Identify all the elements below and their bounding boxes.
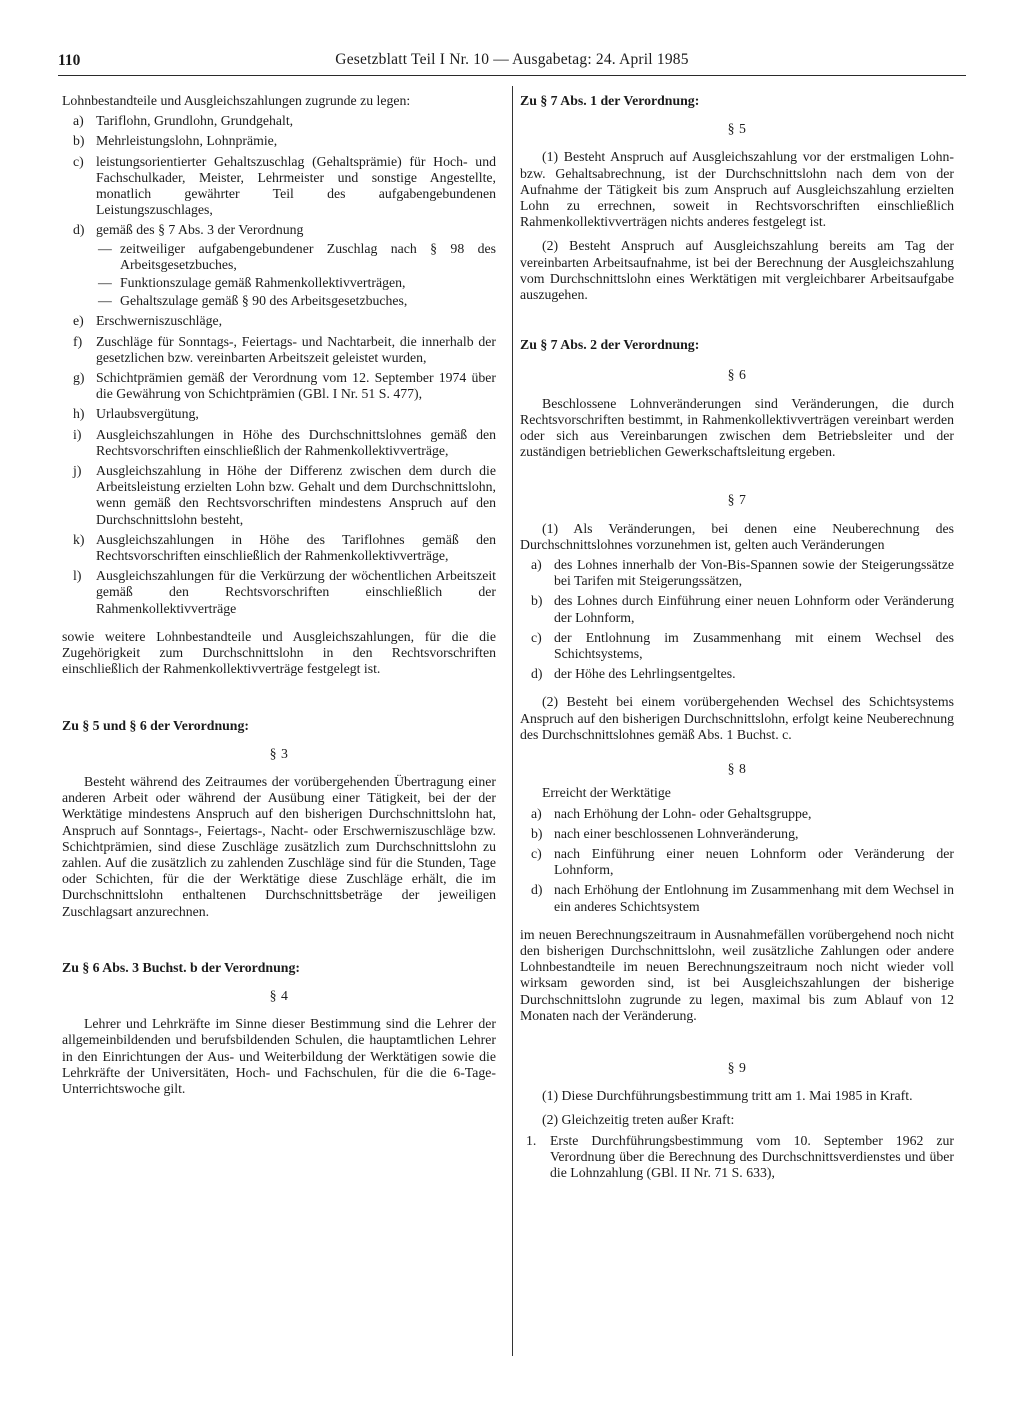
item-text: der Höhe des Lehrlingsentgeltes.	[554, 666, 736, 682]
paragraph-sign: § 5	[727, 121, 747, 137]
section-heading: Zu § 7 Abs. 1 der Verordnung:	[520, 93, 700, 108]
paragraph-text: Beschlossene Lohnveränderungen sind Veränderungen, die durch Rechtsvorschriften bestimmt, in Rahmenkollektivverträgen vereinbart werden oder sich aus Vereinbarungen zwischen dem Betriebsleiter und der zuständigen betrieblichen Gewerkschaftsleitung ergeben.	[520, 395, 954, 460]
item-text: Erschwerniszuschläge,	[96, 313, 223, 329]
item-text: nach Erhöhung der Entlohnung im Zusammenhang mit dem Wechsel in ein anderes Schichtsystem	[554, 882, 954, 914]
paragraph-text: (2) Besteht bei einem vorübergehenden Wechsel des Schichtsystems Anspruch auf den bisherigen Durchschnittslohn, erfolgt keine Neuberechnung des Durchschnittslohnes gemäß Abs. 1 Buchst. c.	[520, 694, 954, 742]
paragraph-sign: § 6	[727, 367, 747, 383]
list-item	[62, 370, 496, 402]
list-item	[520, 557, 954, 589]
item-label: d)	[531, 666, 543, 682]
dash-item: — Funktionszulage gemäß Rahmenkollektivverträgen,	[96, 275, 496, 291]
list-item	[62, 154, 496, 219]
list-item	[520, 846, 954, 878]
paragraph-sign: § 4	[269, 987, 289, 1003]
item-label: d)	[531, 882, 543, 898]
item-label: b)	[531, 593, 543, 609]
item-label: e)	[73, 313, 84, 329]
item-text: Tariflohn, Grundlohn, Grundgehalt,	[96, 113, 294, 129]
item-text: Ausgleichszahlungen in Höhe des Tariflohnes gemäß den Rechtsvorschriften einschließlich der Rahmenkollektivverträge,	[96, 531, 496, 564]
section-heading: Zu § 5 und § 6 der Verordnung:	[62, 717, 249, 733]
paragraph-text: (1) Als Veränderungen, bei denen eine Neuberechnung des Durchschnittslohnes vorzunehmen ist, gelten auch Veränderungen	[520, 520, 954, 552]
item-text: nach Erhöhung der Lohn- oder Gehaltsgruppe,	[554, 805, 812, 821]
item-label: b)	[73, 133, 85, 149]
dash-sublist	[96, 241, 496, 310]
paragraph-text: Besteht während des Zeitraumes der vorübergehenden Übertragung einer anderen Arbeit oder während der Ausübung einer Tätigkeit, bei der der Werktätige mindestens Anspruch auf den bisherigen Durchschnittslohn hat, Anspruch auf Sonntags-, Feiertags-, Nacht- oder Erschwerniszuschläge bzw. Schichtprämien, sind diese Zuschläge zusätzlich zum Durchschnittslohn zu zahlen. Auf die zusätzlich zu zahlenden Zuschläge sind für die Stunden, Tage oder Schichten, für die der Werktätige diese Zuschläge erhält, die im Durchschnittslohn enthaltenen Durchschnittsbeträge der jeweiligen Zuschlagsart anzurechnen.	[62, 773, 496, 919]
right-column	[520, 93, 954, 1181]
list-item	[62, 568, 496, 617]
page-number: 110	[58, 52, 81, 69]
section-heading: Zu § 7 Abs. 2 der Verordnung:	[520, 337, 700, 353]
list-item	[520, 666, 954, 682]
left-column	[62, 93, 496, 1097]
section-heading: Zu § 6 Abs. 3 Buchst. b der Verordnung:	[62, 959, 300, 975]
list-item	[62, 532, 496, 564]
paragraph-sign: § 3	[269, 745, 289, 761]
list-item	[520, 882, 954, 914]
paragraph-text: (2) Besteht Anspruch auf Ausgleichszahlung bereits am Tag der vereinbarten Arbeitsaufnahme, ist bei der Berechnung der Ausgleichszahlung vom Durchschnittslohn eines Werktätigen mit vergleichbarer Arbeitsaufgabe auszugehen.	[520, 238, 954, 303]
page-header: Gesetzblatt Teil I Nr. 10 — Ausgabetag: 24. April 1985	[335, 51, 689, 68]
item-text: Ausgleichszahlungen für die Verkürzung der wöchentlichen Arbeitszeit gemäß den Rechtsvorschriften einschließlich der Rahmenkollektivverträge	[96, 568, 496, 616]
header-rule	[58, 75, 966, 76]
item-label: c)	[531, 845, 542, 861]
item-label: h)	[73, 406, 85, 422]
intro-text: Lohnbestandteile und Ausgleichszahlungen zugrunde zu legen:	[62, 93, 411, 108]
item-text: Ausgleichszahlungen in Höhe des Durchschnittslohnes gemäß den Rechtsvorschriften einschließlich der Rahmenkollektivverträge,	[96, 426, 496, 458]
item-label: c)	[531, 629, 542, 645]
dash-item: — Gehaltszulage gemäß § 90 des Arbeitsgesetzbuches,	[96, 293, 496, 309]
paragraph-sign: § 7	[727, 492, 747, 508]
list-item	[62, 463, 496, 528]
column-divider	[512, 86, 513, 1356]
paragraph-sign: § 9	[727, 1059, 747, 1075]
item-label: a)	[531, 557, 542, 573]
list-item	[62, 334, 496, 366]
paragraph-text: (2) Gleichzeitig treten außer Kraft:	[542, 1112, 735, 1128]
conditions-list	[520, 806, 954, 915]
item-label: l)	[73, 568, 82, 584]
item-label: a)	[531, 805, 542, 821]
list-item	[62, 427, 496, 459]
paragraph-text: (1) Diese Durchführungsbestimmung tritt am 1. Mai 1985 in Kraft.	[542, 1088, 913, 1104]
paragraph-text: Erreicht der Werktätige	[542, 785, 671, 801]
item-text: des Lohnes durch Einführung einer neuen Lohnform oder Veränderung der Lohnform,	[554, 593, 954, 625]
list-item	[62, 113, 496, 129]
closing-text: sowie weitere Lohnbestandteile und Ausgleichszahlungen, für die die Zugehörigkeit zum Durchschnittslohn in den Rechtsvorschriften einschließlich der Rahmenkollektivverträge festgelegt ist.	[62, 628, 496, 677]
paragraph-sign: § 8	[727, 761, 747, 777]
list-item	[520, 806, 954, 822]
item-label: j)	[73, 463, 82, 479]
wage-components-list	[62, 113, 496, 617]
item-text: nach einer beschlossenen Lohnveränderung,	[554, 825, 799, 841]
paragraph-text: Lehrer und Lehrkräfte im Sinne dieser Bestimmung sind die Lehrer der allgemeinbildenden und berufsbildenden Schulen, die hauptamtlichen Lehrer in den Einrichtungen der Aus- und Weiterbildung der Werktätigen sowie die Lehrkräfte der Universitäten, Hoch- und Fachschulen, für die die 6-Tage-Unterrichtswoche gilt.	[62, 1016, 496, 1096]
item-label: c)	[73, 153, 84, 169]
list-item	[62, 222, 496, 309]
list-item	[520, 1133, 954, 1182]
list-item	[520, 593, 954, 625]
item-label: b)	[531, 825, 543, 841]
item-label: k)	[73, 531, 85, 547]
item-text: des Lohnes innerhalb der Von-Bis-Spannen sowie der Steigerungssätze bei Tarifen mit Steigerungssätzen,	[554, 557, 954, 589]
item-label: f)	[73, 333, 83, 349]
dash-item: — zeitweiliger aufgabengebundener Zuschlag nach § 98 des Arbeitsgesetzbuches,	[96, 241, 496, 273]
item-text: Mehrleistungslohn, Lohnprämie,	[96, 133, 278, 149]
repealed-list	[520, 1133, 954, 1182]
item-text: gemäß des § 7 Abs. 3 der Verordnung	[96, 222, 304, 238]
item-text: Schichtprämien gemäß der Verordnung vom 12. September 1974 über die Gewährung von Schichtprämien (GBl. I Nr. 51 S. 477),	[96, 370, 496, 402]
item-text: Urlaubsvergütung,	[96, 406, 199, 422]
item-text: der Entlohnung im Zusammenhang mit einem Wechsel des Schichtsystems,	[554, 629, 954, 662]
list-item	[62, 313, 496, 329]
changes-list	[520, 557, 954, 682]
list-item	[520, 630, 954, 662]
item-label: g)	[73, 370, 85, 386]
item-text: Erste Durchführungsbestimmung vom 10. September 1962 zur Verordnung über die Berechnung des Durchschnittsverdienstes und über die Lohnzahlung (GBl. II Nr. 71 S. 633),	[550, 1132, 954, 1180]
item-label: d)	[73, 222, 85, 238]
item-label: i)	[73, 426, 82, 442]
list-item	[62, 406, 496, 422]
item-label: 1.	[526, 1132, 537, 1148]
paragraph-text: (1) Besteht Anspruch auf Ausgleichszahlung vor der erstmaligen Lohn- bzw. Gehaltsabrechnung, ist der Durchschnittslohn nach dem von der Aufnahme der Tätigkeit bis zum Anspruch auf Ausgleichszahlung erzielten Lohn zu errechnen, soweit in Rechtsvorschriften einschließlich Rahmenkollektivverträgen nichts anderes festgelegt ist.	[520, 149, 954, 230]
item-text: Zuschläge für Sonntags-, Feiertags- und Nachtarbeit, die innerhalb der gesetzlichen bzw. vereinbarten Arbeitszeit geleistet wurden,	[96, 333, 496, 365]
list-item	[520, 826, 954, 842]
list-item	[62, 133, 496, 149]
item-text: nach Einführung einer neuen Lohnform oder Veränderung der Lohnform,	[554, 845, 954, 878]
item-text: leistungsorientierter Gehaltszuschlag (Gehaltsprämie) für Hoch- und Fachschulkader, Meister, Lehrmeister und sonstige Angestellte, monatlich gewährter Teil des aufgabengebundenen Leistungszuschlages,	[96, 153, 496, 218]
item-text: Ausgleichszahlung in Höhe der Differenz zwischen dem durch die Arbeitsleistung erzielten Lohn bzw. Gehalt und dem Durchschnittslohn, wenn gemäß den Rechtsvorschriften mindestens Anspruch auf den Durchschnittslohn besteht,	[96, 463, 496, 527]
item-label: a)	[73, 113, 84, 129]
paragraph-text: im neuen Berechnungszeitraum in Ausnahmefällen vorübergehend noch nicht den bisherigen Durchschnittslohn, weil zusätzliche Zahlungen oder andere Lohnbestandteile im neuen Berechnungszeitraum noch nicht wieder voll wirksam geworden sind, ist bei Ausgleichszahlungen der bisherige Durchschnittslohn zugrunde zu legen, maximal bis zum Ablauf von 12 Monaten nach der Veränderung.	[520, 926, 954, 1023]
